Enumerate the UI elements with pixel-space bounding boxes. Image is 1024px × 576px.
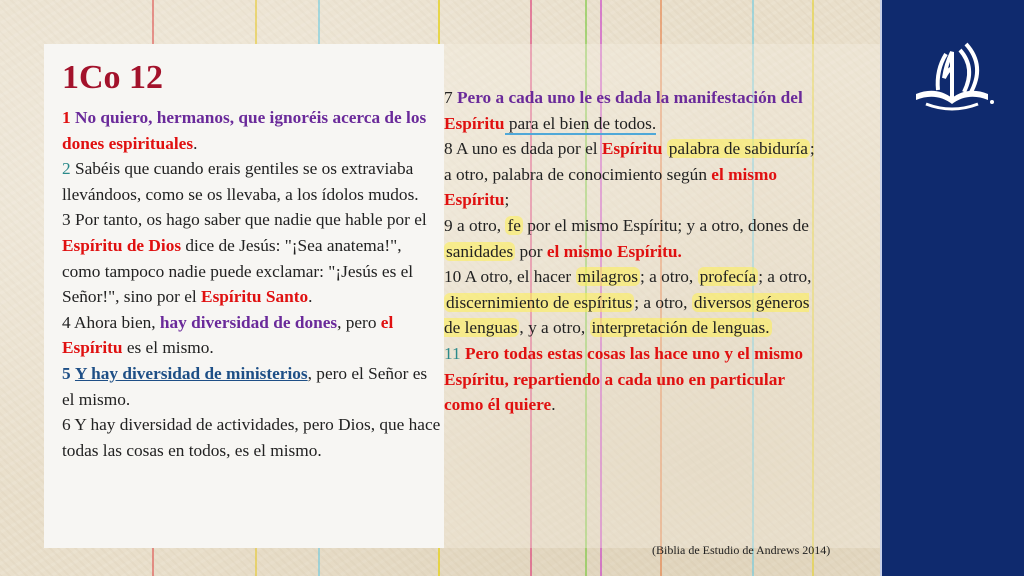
verse-text: es el mismo. bbox=[122, 338, 214, 358]
highlight-text: Pero a cada uno le es dada la manifestación del bbox=[456, 88, 803, 107]
verse-2 bbox=[62, 156, 442, 207]
verse-text: 8 A uno es dada por el bbox=[444, 139, 602, 159]
adventist-logo-icon bbox=[906, 40, 998, 126]
marker-highlight: fe bbox=[507, 215, 521, 235]
verse-6: 6 Y hay diversidad de actividades, pero Dios, que hace todas las cosas en todos, es el mismo. bbox=[62, 415, 441, 460]
verse-text: . bbox=[308, 287, 313, 307]
verse-text: . bbox=[551, 395, 556, 415]
verse-text: , y a otro, bbox=[519, 318, 590, 338]
right-verses bbox=[444, 85, 824, 418]
verse-7 bbox=[444, 85, 824, 136]
highlight-text: Espíritu de Dios bbox=[62, 235, 182, 255]
verse-text: dice de Jesús: "¡Sea anatema!", como tampoco nadie puede exclamar: "¡Jesús es el Señor!", sino por el bbox=[62, 235, 414, 307]
highlight-text: el Espíritu bbox=[62, 312, 394, 358]
verse-9 bbox=[444, 213, 824, 264]
underlined-text: para el bien de todos. bbox=[504, 113, 657, 133]
verse-text: ; a otro, bbox=[758, 267, 812, 287]
verse-1 bbox=[62, 105, 442, 156]
verse-text: por bbox=[515, 241, 547, 261]
verse-text: ; a otro, palabra de conocimiento según bbox=[444, 139, 815, 184]
highlight-text: Espíritu Santo bbox=[201, 287, 309, 307]
verse-5 bbox=[62, 361, 442, 412]
highlight-text: Y hay diversidad de ministerios bbox=[74, 363, 308, 383]
left-verses bbox=[62, 105, 442, 463]
verse-text: 3 Por tanto, os hago saber que nadie que hable por el bbox=[62, 210, 427, 230]
verse-4 bbox=[62, 310, 442, 361]
verse-text: 4 Ahora bien, bbox=[62, 312, 160, 332]
verse-10 bbox=[444, 264, 824, 341]
highlight-text: Espíritu bbox=[601, 139, 663, 159]
marker-highlight: milagros bbox=[577, 267, 638, 287]
source-credit: (Biblia de Estudio de Andrews 2014) bbox=[652, 543, 831, 557]
marker-highlight: discernimiento de espíritus bbox=[446, 292, 633, 312]
verse-text: 10 A otro, el hacer bbox=[444, 267, 576, 287]
marker-highlight: diversos géneros de lenguas bbox=[444, 292, 810, 338]
marker-highlight: profecía bbox=[699, 267, 757, 287]
verse-text: ; a otro, bbox=[634, 292, 692, 312]
highlight-text: hay diversidad de dones bbox=[159, 312, 338, 332]
highlight-text: Pero todas estas cosas las hace uno y el mismo Espíritu, repartiendo a cada uno en particular como él quiere bbox=[444, 343, 804, 415]
verse-text: . bbox=[193, 133, 198, 153]
marker-highlight: palabra de sabiduría bbox=[668, 139, 808, 159]
verse-number: 2 bbox=[62, 159, 71, 179]
marker-highlight: sanidades bbox=[446, 241, 514, 261]
highlight-text: Espíritu bbox=[444, 113, 505, 133]
verse-number: 7 bbox=[444, 88, 457, 107]
page-title: 1Co 12 bbox=[62, 59, 164, 96]
verse-text: ; a otro, bbox=[639, 267, 698, 287]
verse-3 bbox=[62, 207, 442, 309]
verse-text: ; bbox=[504, 190, 510, 210]
highlight-text: el mismo Espíritu. bbox=[546, 241, 682, 261]
marker-highlight: interpretación de lenguas. bbox=[591, 318, 770, 338]
verse-number: 1 bbox=[62, 108, 71, 127]
verse-text: por el mismo Espíritu; y a otro, dones de bbox=[522, 215, 809, 235]
verse-8 bbox=[444, 136, 824, 213]
verse-text: , pero bbox=[337, 312, 381, 332]
verse-text: Sabéis que cuando erais gentiles se os extraviaba llevándoos, como se os llevaba, a los ídolos mudos. bbox=[62, 159, 419, 204]
verse-number: 11 bbox=[444, 343, 461, 363]
verse-11 bbox=[444, 341, 824, 418]
highlight-text: el mismo Espíritu bbox=[444, 164, 778, 210]
highlight-text: dones espirituales bbox=[62, 133, 194, 153]
verse-text: No quiero, hermanos, que ignoréis acerca de los bbox=[74, 108, 427, 127]
verse-text: , pero el Señor es el mismo. bbox=[62, 363, 428, 409]
verse-number: 5 bbox=[62, 363, 71, 383]
verse-text: 9 a otro, bbox=[444, 215, 506, 235]
